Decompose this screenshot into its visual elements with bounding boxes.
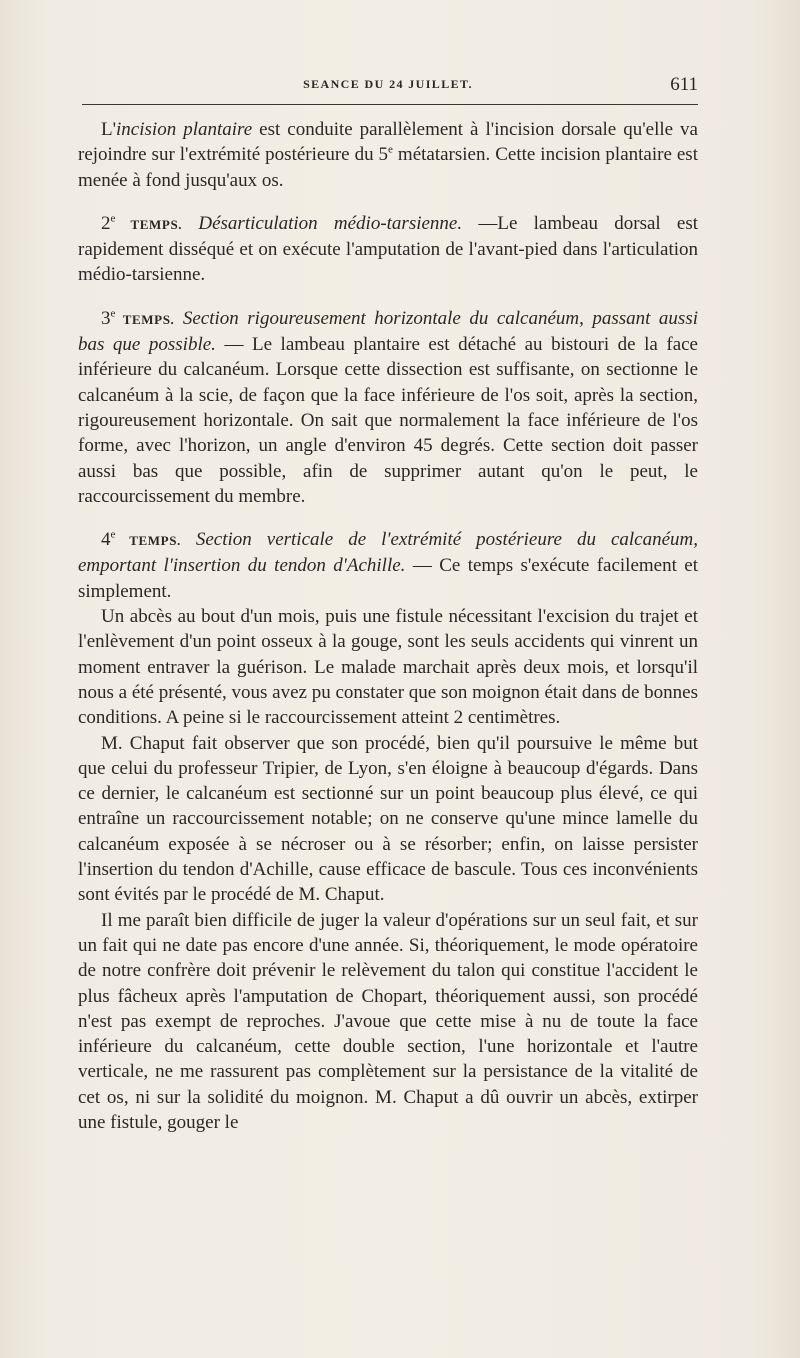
page-number: 611: [670, 74, 698, 95]
step-number: 2: [101, 212, 111, 234]
paragraph-text: est conduite parallèlement à l'incision dorsale qu'elle va rejoindre sur l'extrémité postérieure du 5: [78, 119, 698, 166]
paragraph-temps-3: [78, 306, 698, 509]
superscript: e: [388, 143, 393, 156]
paragraph-commentary: Il me paraît bien difficile de juger la valeur d'opérations sur un seul fait, et sur un fait qui ne date pas encore d'une année. Si, théoriquement, le mode opératoire de notre confrère doit prévenir le relèvement du talon qui constitue l'accident le plus fâcheux après l'amputation de Chopart, théoriquement aussi, son procédé n'est pas exempt de reproches. J'avoue que cette mise à nu de toute la face inférieure du calcanéum, cette double section, l'une horizontale et l'autre verticale, ne me rassurent pas complètement sur la persistance de la vitalité de cet os, ni sur la solidité du moignon. M. Chaput a dû ouvrir un abcès, extirper une fistule, gouger le: [78, 909, 698, 1133]
paragraph-text: — Ce temps s'exécute facilement et simplement.: [78, 555, 698, 602]
paragraph-lead: L': [101, 119, 117, 140]
paragraph-text: — Le lambeau plantaire est détaché au bistouri de la face inférieure du calcanéum. Lorsque cette dissection est suffisante, on sectionne le calcanéum à la scie, de façon que la face inférieure de l'os soit, après la section, rigoureusement horizontale. On sait que normalement la face inférieure de l'os forme, avec l'horizon, un angle d'environ 45 degrés. Cette section doit passer aussi bas que possible, afin de supprimer autant qu'on le peut, le raccourcissement du membre.: [78, 334, 698, 507]
step-number: 4: [101, 529, 111, 551]
superscript: e: [110, 528, 116, 541]
step-label: TEMPS.: [115, 216, 183, 232]
italic-phrase: incision plantaire: [116, 119, 253, 140]
header-rule: [82, 104, 698, 105]
paragraph-abces: Un abcès au bout d'un mois, puis une fistule nécessitant l'excision du trajet et l'enlèvement d'un point osseux à la gouge, sont les seuls accidents qui vinrent un moment entraver la guérison. Le malade marchait après deux mois, et lorsqu'il nous a été présenté, vous avez pu constater que son moignon était dans de bonnes conditions. A peine si le raccourcissement atteint 2 centimètres.: [78, 606, 698, 729]
superscript: e: [110, 307, 116, 320]
step-label: TEMPS.: [115, 311, 175, 327]
step-title: Section rigoureusement horizontale du calcanéum, passant aussi bas que possible.: [78, 307, 698, 356]
step-title: Désarticulation médio-tarsienne.: [182, 212, 463, 234]
paragraph-text: métatarsien. Cette incision plantaire est menée à fond jusqu'aux os.: [78, 144, 698, 191]
body-text: [78, 117, 698, 1135]
paragraph-text: —Le lambeau dorsal est rapidement disséqué et on exécute l'amputation de l'avant-pied dans l'articulation médio-tarsienne.: [78, 212, 699, 286]
step-title: Section verticale de l'extrémité postérieure du calcanéum, emportant l'insertion du tendon d'Achille.: [78, 529, 698, 577]
paragraph-incision-plantaire: [78, 117, 698, 193]
paragraph-chaput: M. Chaput fait observer que son procédé, bien qu'il poursuive le même but que celui du professeur Tripier, de Lyon, s'en éloigne à beaucoup d'égards. Dans ce dernier, le calcanéum est sectionné sur un point beaucoup plus élevé, ce qui entraîne un raccourcissement notable; on ne conserve qu'une mince lamelle du calcanéum exposée à se nécroser ou à se résorber; enfin, on laisse persister l'insertion du tendon d'Achille, cause efficace de bascule. Tous ces inconvénients sont évités par le procédé de M. Chaput.: [78, 732, 698, 906]
step-label: TEMPS.: [115, 533, 181, 549]
paragraph-temps-2: [78, 211, 698, 288]
step-number: 3: [101, 307, 111, 329]
running-head: SEANCE DU 24 JUILLET.: [303, 77, 473, 91]
paragraph-temps-4: [78, 527, 698, 604]
superscript: e: [110, 212, 116, 225]
page-header: [78, 74, 698, 98]
